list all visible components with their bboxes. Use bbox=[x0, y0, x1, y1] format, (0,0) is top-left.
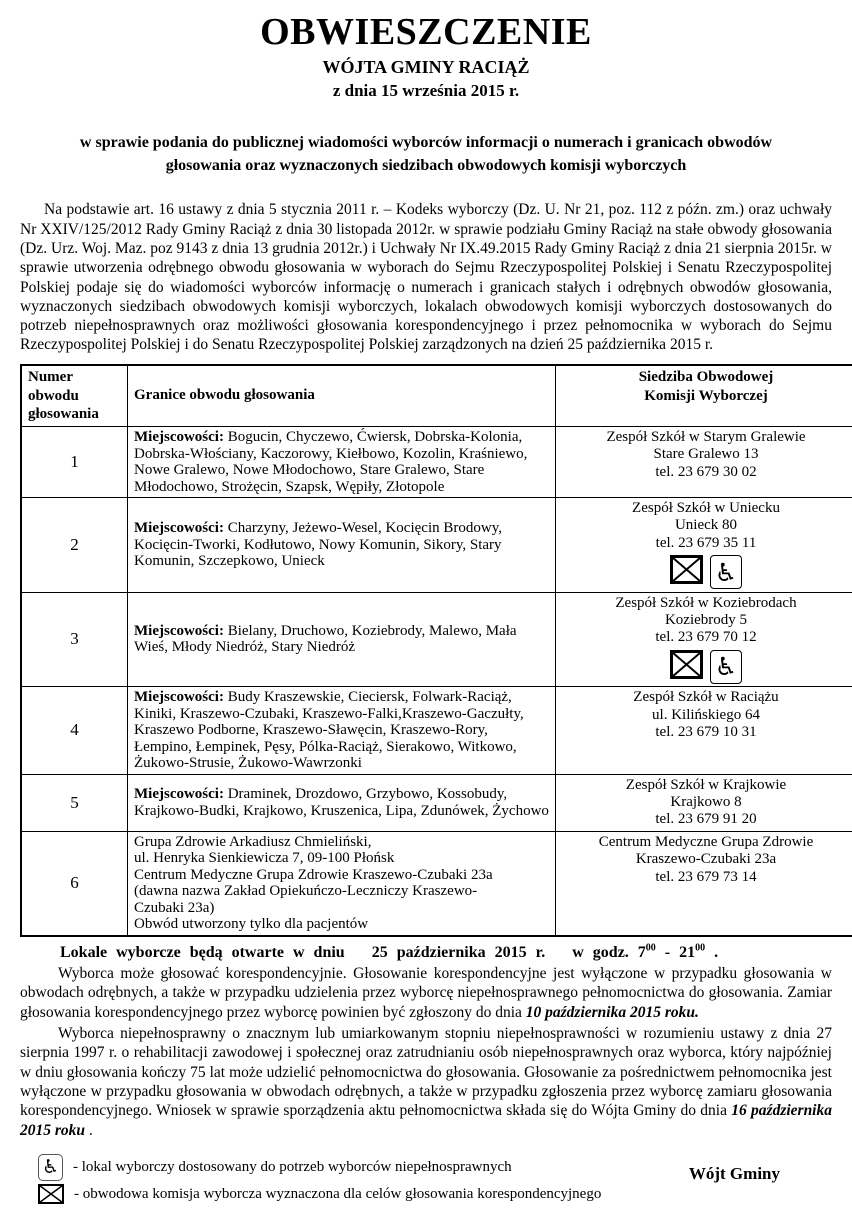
header-seat-line2: Komisji Wyborczej bbox=[644, 388, 768, 405]
district-number: 5 bbox=[21, 774, 128, 831]
envelope-icon bbox=[670, 650, 703, 684]
district-number: 6 bbox=[21, 831, 128, 936]
table-row bbox=[21, 687, 852, 775]
legend-wheelchair-text: - lokal wyborczy dostosowany do potrzeb wyborców niepełnosprawnych bbox=[73, 1159, 512, 1176]
open-line-period: . bbox=[714, 943, 719, 961]
document-title: OBWIESZCZENIE bbox=[260, 11, 592, 53]
table-row bbox=[21, 427, 852, 498]
district-boundaries: Miejscowości: Bogucin, Chyczewo, Ćwiersk, Dobrska-Kolonia, Dobrska-Włościany, Kaczorowy, Kiełbowo, Kozolin, Kraśniewo, Nowe Gralewo, Nowe Młodochowo, Stare Gralewo, Stare Młodochowo, Strożęcin, Szapsk, Wępiły, Złotopole bbox=[128, 427, 556, 498]
district-boundaries: Grupa Zdrowie Arkadiusz Chmieliński, ul. Henryka Sienkiewicza 7, 09-100 Płońsk Centrum Medyczne Grupa Zdrowie Kraszewo-Czubaki 23a (dawna nazwa Zakład Opiekuńczo-Leczniczy Kraszewo- Czubaki 23a) Obwód utworzony tylko dla pacjentów bbox=[128, 831, 556, 936]
wheelchair-icon: ♿ bbox=[38, 1154, 63, 1181]
district-number: 1 bbox=[21, 427, 128, 498]
envelope-icon bbox=[670, 555, 703, 589]
open-line-prefix: Lokale wyborcze będą otwarte w dniu bbox=[60, 943, 345, 961]
district-number: 3 bbox=[21, 592, 128, 687]
commission-seat: Zespół Szkół w Koziebrodach Koziebrody 5 tel. 23 679 70 12 ♿ bbox=[556, 592, 852, 687]
districts-table-body bbox=[21, 427, 852, 936]
open-line-date: 25 października 2015 r. bbox=[371, 943, 546, 961]
table-row bbox=[21, 774, 852, 831]
open-hour-to: 21 bbox=[679, 943, 696, 961]
open-hour-to-sup: 00 bbox=[695, 942, 706, 954]
legend-envelope-text: - obwodowa komisja wyborcza wyznaczona dla celów głosowania korespondencyjnego bbox=[74, 1185, 602, 1202]
commission-seat: Zespół Szkół w Krajkowie Krajkowo 8 tel. 23 679 91 20 bbox=[556, 774, 852, 831]
district-boundaries: Miejscowości: Charzyny, Jeżewo-Wesel, Kocięcin Brodowy, Kocięcin-Tworki, Kodłutowo, Nowy Komunin, Sikory, Stary Komunin, Szczepkowo, Unieck bbox=[128, 498, 556, 593]
subject-line: w sprawie podania do publicznej wiadomości wyborców informacji o numerach i granicach obwodów głosowania oraz wyznaczonych siedzibach obwodowych komisji wyborczych bbox=[79, 134, 773, 175]
date-line: z dnia 15 września 2015 r. bbox=[332, 81, 520, 100]
district-number: 4 bbox=[21, 687, 128, 775]
wheelchair-icon: ♿ bbox=[710, 650, 742, 684]
open-hour-from-sup: 00 bbox=[645, 942, 656, 954]
proxy-deadline: 16 października 2015 roku bbox=[20, 1102, 832, 1139]
polls-open-line bbox=[20, 944, 832, 962]
envelope-icon bbox=[38, 1184, 64, 1204]
proxy-period: . bbox=[85, 1121, 93, 1139]
proxy-text: Wyborca niepełnosprawny o znacznym lub umiarkowanym stopniu niepełnosprawności w rozumieniu ustawy z dnia 27 sierpnia 1997 r. o rehabilitacji zawodowej i społecznej oraz zatrudnianiu osób niepełnosprawnych oraz wyborca, który najpóźniej w dniu głosowania kończy 75 lat może udzielić pełnomocnictwa do głosowania. Głosowanie za pośrednictwem pełnomocnika jest wyłączone w przypadku głosowania w obwodach odrębnych, a także w przypadku zgłoszenia przez wyborcę zamiaru głosowania korespondencyjnego. Wniosek w sprawie sporządzenia aktu pełnomocnictwa składa się do Wójta Gminy do dnia bbox=[20, 1024, 832, 1120]
intro-paragraph: Na podstawie art. 16 ustawy z dnia 5 stycznia 2011 r. – Kodeks wyborczy (Dz. U. Nr 21, poz. 112 z późn. zm.) oraz uchwały Nr XXIV/125/2012 Rady Gminy Raciąż z dnia 30 listopada 2012r. w sprawie podziału Gminy Raciąż na stałe obwody głosowania (Dz. Urz. Woj. Maz. poz 9143 z dnia 13 grudnia 2012r.) i Uchwały Nr IX.49.2015 Rady Gminy Raciąż z dnia 21 sierpnia 2015r. w sprawie utworzenia odrębnego obwodu głosowania w wyborach do Sejmu Rzeczypospolitej Polskiej i Senatu Rzeczypospolitej Polskiej podaje się do wiadomości wyborców informację o numerach i granicach stałych i odrębnych obwodów głosowania, wyznaczonych siedzibach obwodowych komisji wyborczych, lokalach obwodowych komisji wyborczych dostosowanych do potrzeb niepełnosprawnych oraz możliwości głosowania korespondencyjnego i przez pełnomocnika w wyborach do Sejmu Rzeczypospolitej Polskiej i do Senatu Rzeczypospolitej Polskiej zarządzonych na dzień 25 października 2015 r. bbox=[20, 201, 832, 354]
district-number: 2 bbox=[21, 498, 128, 593]
district-boundaries: Miejscowości: Budy Kraszewskie, Cieciersk, Folwark-Raciąż, Kiniki, Kraszewo-Czubaki, Kraszewo-Falki,Kraszewo-Gaczułty, Kraszewo Podborne, Kraszewo-Sławęcin, Kraszewo-Rory, Łempino, Łempinek, Pęsy, Pólka-Raciąż, Sierakowo, Witkowo, Żukowo-Strusie, Żukowo-Wawrzonki bbox=[128, 687, 556, 775]
signature: Wójt Gminy bbox=[688, 1164, 780, 1184]
table-row bbox=[21, 498, 852, 593]
header-seat-line1: Siedziba Obwodowej bbox=[638, 368, 774, 385]
header-district-number: Numer obwodu głosowania bbox=[21, 365, 128, 427]
commission-seat: Zespół Szkół w Starym Gralewie Stare Gralewo 13 tel. 23 679 30 02 bbox=[556, 427, 852, 498]
header-commission-seat bbox=[556, 365, 852, 427]
commission-seat: Zespół Szkół w Raciążu ul. Kilińskiego 64 tel. 23 679 10 31 bbox=[556, 687, 852, 775]
table-row bbox=[21, 831, 852, 936]
seat-icons bbox=[562, 650, 850, 684]
table-header-row bbox=[21, 365, 852, 427]
seat-icons bbox=[562, 555, 850, 589]
commission-seat: Zespół Szkół w Uniecku Unieck 80 tel. 23 679 35 11 ♿ bbox=[556, 498, 852, 593]
districts-table bbox=[20, 364, 852, 937]
district-boundaries: Miejscowości: Bielany, Druchowo, Koziebrody, Malewo, Mała Wieś, Młody Niedróż, Stary Niedróż bbox=[128, 592, 556, 687]
open-line-dash: - bbox=[664, 943, 671, 961]
correspondence-text: Wyborca może głosować korespondencyjnie. Głosowanie korespondencyjne jest wyłączone w przypadku głosowania w obwodach odrębnych, a także w przypadku udzielenia przez wyborcę niepełnosprawnego pełnomocnictwa do głosowania. Zamiar głosowania korespondencyjnego przez wyborcę powinien być zgłoszony do dnia bbox=[20, 964, 832, 1021]
correspondence-voting-paragraph bbox=[20, 964, 832, 1022]
open-line-mid: w godz. bbox=[572, 943, 629, 961]
table-row bbox=[21, 592, 852, 687]
district-boundaries: Miejscowości: Draminek, Drozdowo, Grzybowo, Kossobudy, Krajkowo-Budki, Krajkowo, Kruszenica, Lipa, Zdunówek, Żychowo bbox=[128, 774, 556, 831]
footer bbox=[20, 1154, 832, 1204]
issuer-line: WÓJTA GMINY RACIĄŻ bbox=[322, 57, 530, 77]
header-boundaries: Granice obwodu głosowania bbox=[128, 365, 556, 427]
legend-row-envelope bbox=[38, 1184, 832, 1204]
proxy-voting-paragraph bbox=[20, 1024, 832, 1140]
wheelchair-icon: ♿ bbox=[710, 555, 742, 589]
commission-seat: Centrum Medyczne Grupa Zdrowie Kraszewo-Czubaki 23a tel. 23 679 73 14 bbox=[556, 831, 852, 936]
open-hour-from: 7 bbox=[637, 943, 646, 961]
correspondence-deadline: 10 października 2015 roku. bbox=[525, 1003, 699, 1021]
